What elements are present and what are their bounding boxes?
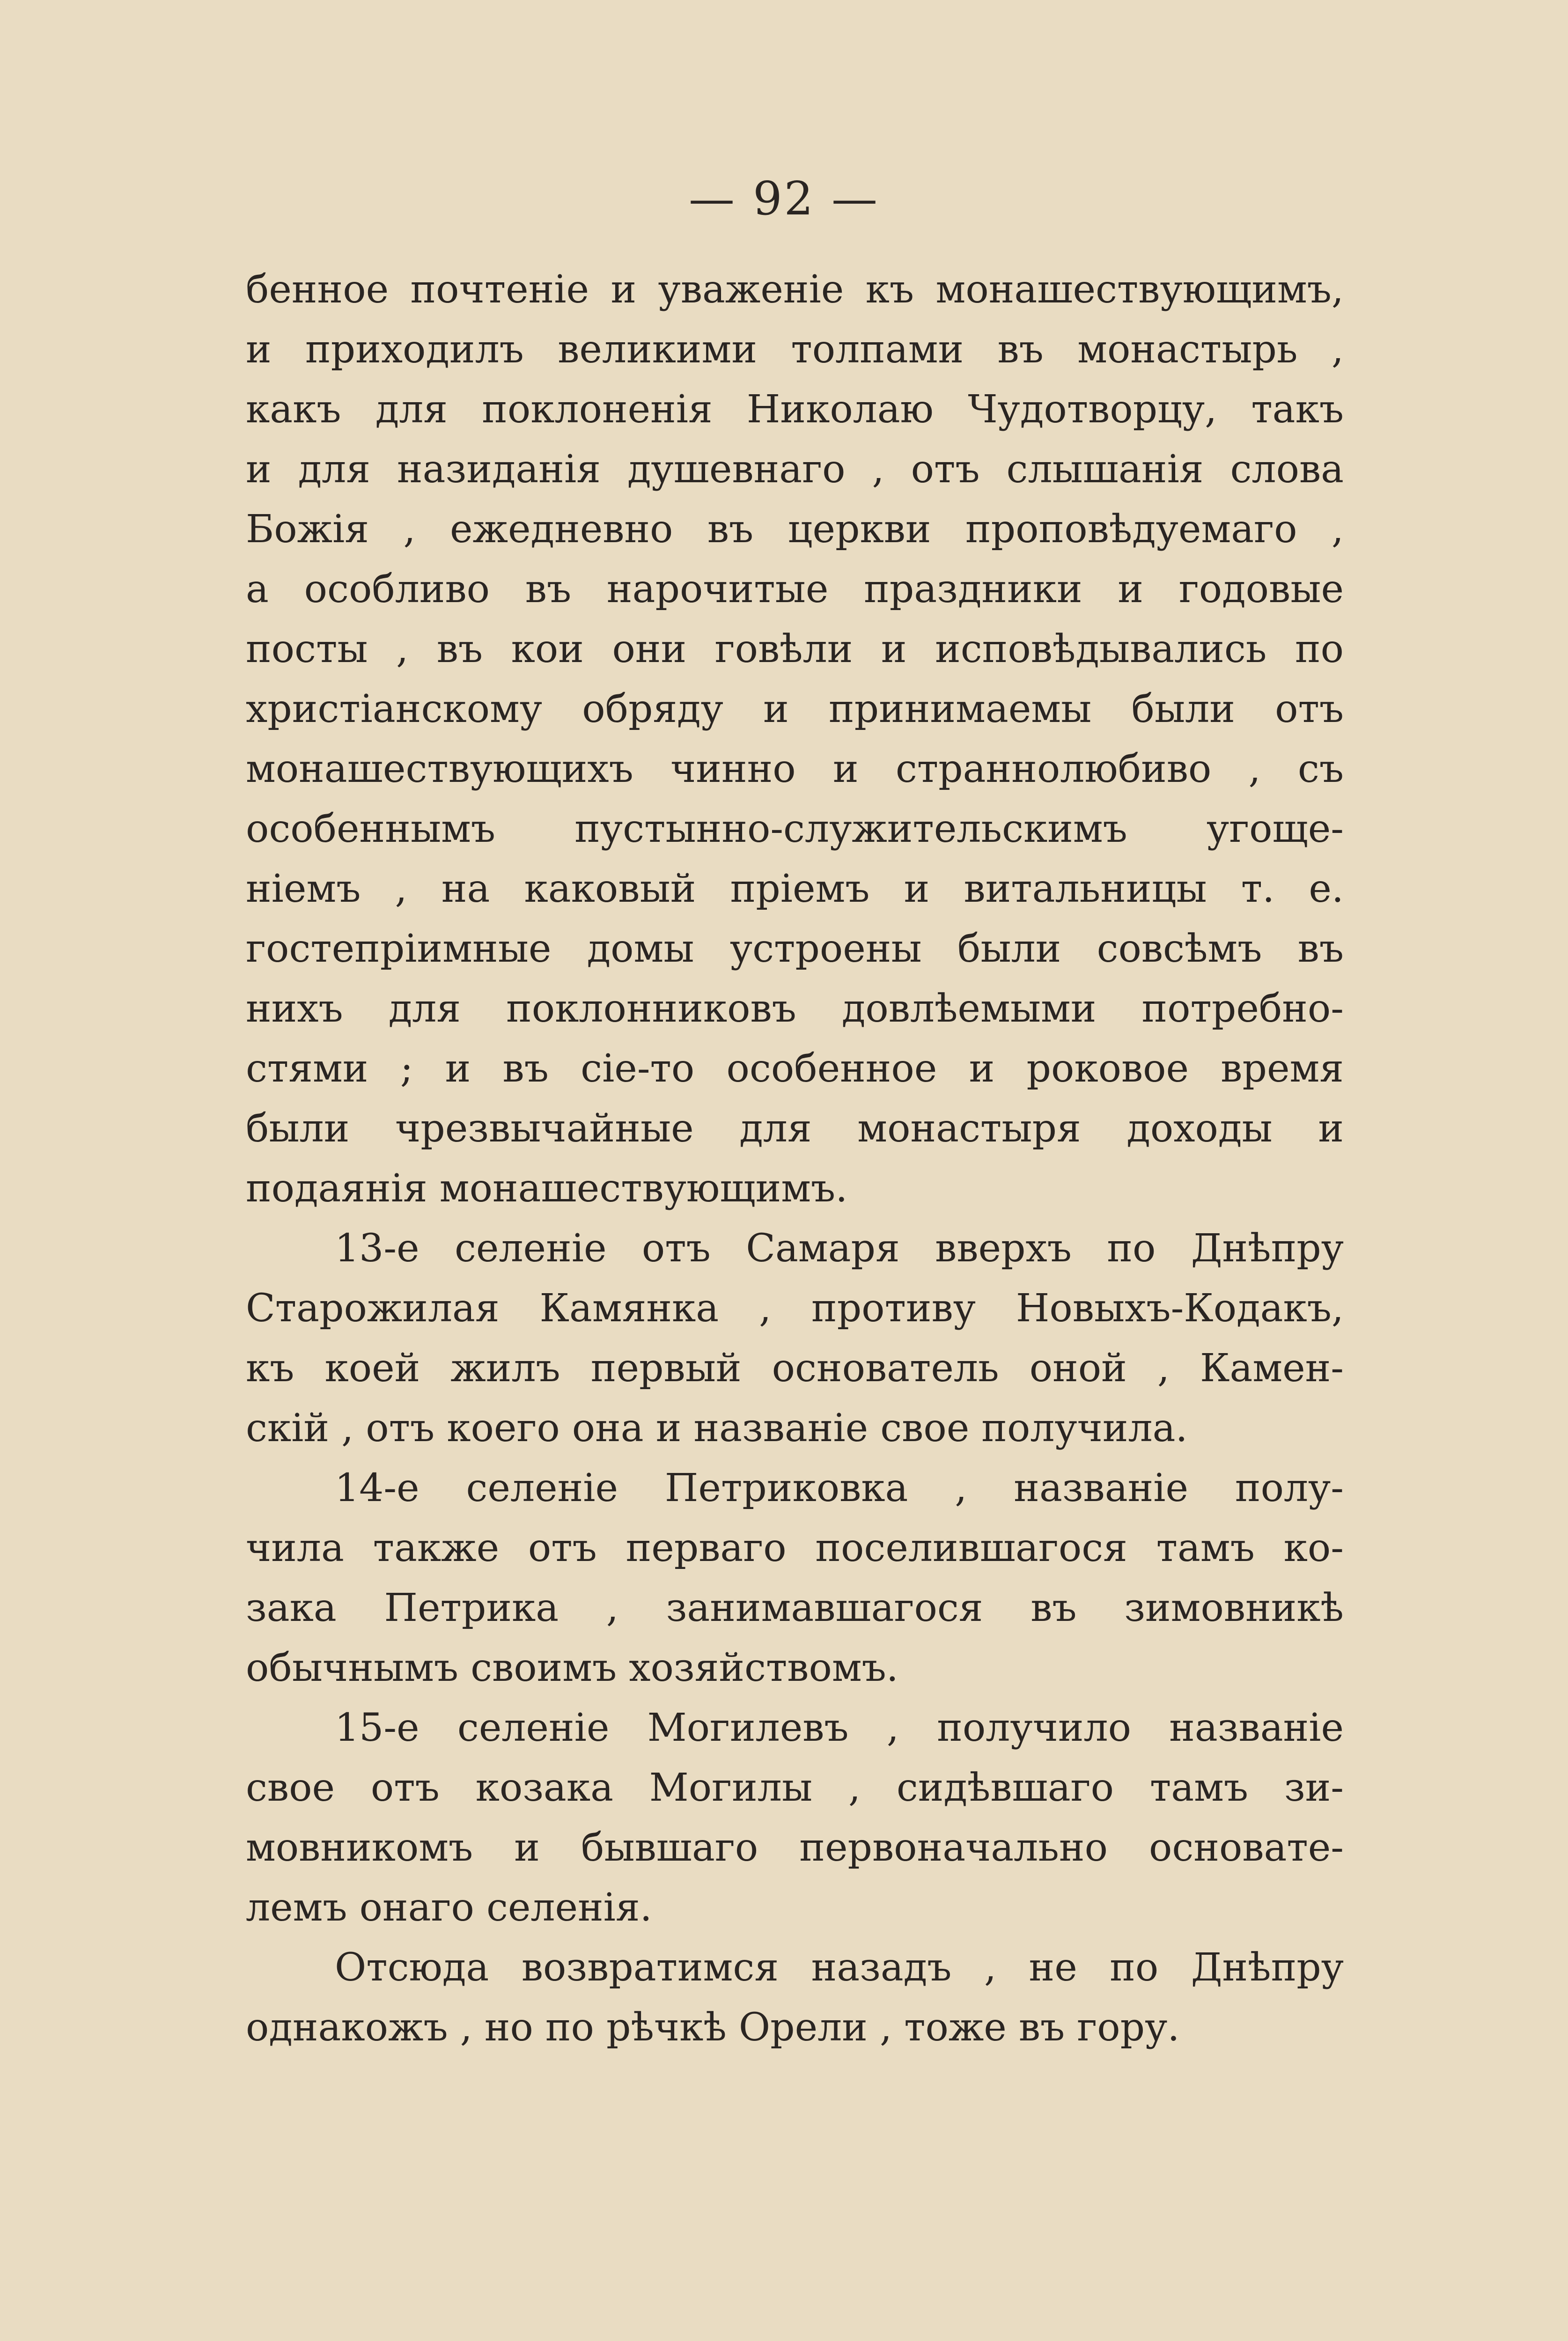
text-line: какъ для поклоненiя Николаю Чудотворцу, такъ (246, 387, 1344, 432)
text-line: а особливо въ нарочитые праздники и годовые (246, 567, 1344, 611)
text-line: гостепрiимные домы устроены были совсѣмъ въ (246, 927, 1344, 971)
text-line: 13-е селенiе отъ Самаря вверхъ по Днѣпру (335, 1226, 1344, 1271)
text-line: стями ; и въ сiе-то особенное и роковое время (246, 1046, 1344, 1091)
text-line: бенное почтенiе и уваженiе къ монашествующимъ, (246, 267, 1344, 312)
text-line: подаянiя монашествующимъ. (246, 1166, 848, 1211)
text-line: и приходилъ великими толпами въ монастырь , (246, 327, 1344, 372)
text-line: нiемъ , на каковый прiемъ и витальницы т. е. (246, 867, 1344, 911)
text-line: Божiя , ежедневно въ церкви проповѣдуемаго , (246, 507, 1344, 552)
text-line: особеннымъ пустынно-служительскимъ угоще- (246, 807, 1344, 851)
text-line: нихъ для поклонниковъ довлѣемыми потребно- (246, 986, 1344, 1031)
text-line: однакожъ , но по рѣчкѣ Орели , тоже въ гору. (246, 2005, 1180, 2050)
page-number: — 92 — (688, 172, 879, 226)
text-line: и для назиданiя душевнаго , отъ слышанiя слова (246, 447, 1344, 492)
text-line: зака Петрика , занимавшагося въ зимовникѣ (246, 1586, 1344, 1630)
text-line: монашествующихъ чинно и страннолюбиво , съ (246, 747, 1344, 791)
text-line: христiанскому обряду и принимаемы были отъ (246, 687, 1344, 731)
text-line: Старожилая Камянка , противу Новыхъ-Кодакъ, (246, 1286, 1344, 1331)
text-line: мовникомъ и бывшаго первоначально основате- (246, 1826, 1344, 1870)
text-line: посты , въ кои они говѣли и исповѣдывались по (246, 627, 1344, 671)
body-text (246, 260, 1344, 2058)
text-line: къ коей жилъ первый основатель оной , Камен- (246, 1346, 1344, 1391)
text-line: Отсюда возвратимся назадъ , не по Днѣпру (335, 1945, 1344, 1990)
text-line: свое отъ козака Могилы , сидѣвшаго тамъ зи- (246, 1766, 1344, 1810)
text-line: 15-е селенiе Могилевъ , получило названiе (335, 1706, 1344, 1750)
text-line: чила также отъ перваго поселившагося тамъ ко- (246, 1526, 1344, 1570)
text-line: обычнымъ своимъ хозяйствомъ. (246, 1646, 898, 1690)
text-line: были чрезвычайные для монастыря доходы и (246, 1106, 1344, 1151)
text-line: скiй , отъ коего она и названiе свое получила. (246, 1406, 1188, 1450)
text-line: лемъ онаго селенiя. (246, 1885, 652, 1930)
text-line: 14-е селенiе Петриковка , названiе полу- (335, 1466, 1344, 1510)
